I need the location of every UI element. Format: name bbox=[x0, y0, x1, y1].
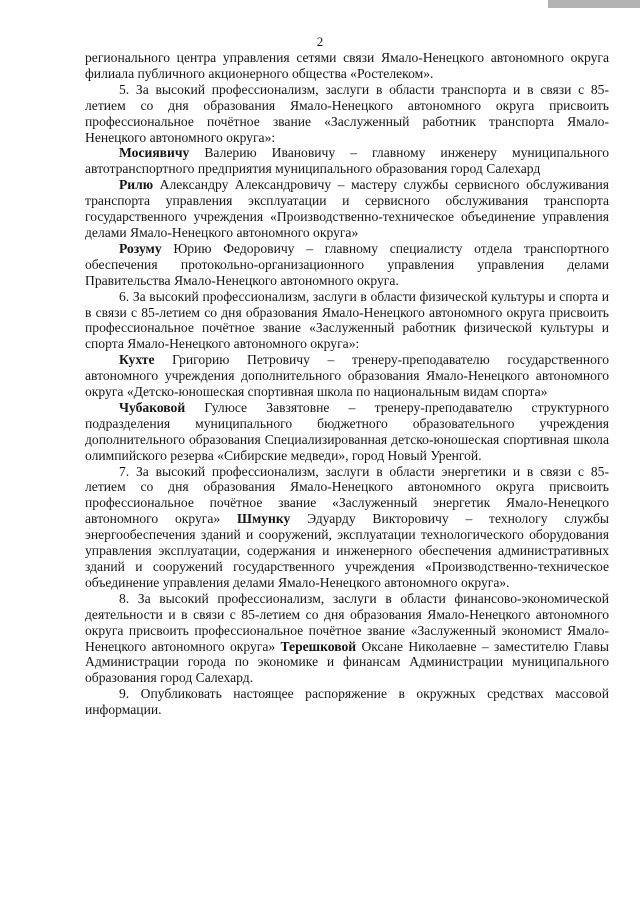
awardee-ril bbox=[85, 177, 609, 241]
awardee-surname: Кухте bbox=[119, 352, 155, 368]
paragraph-text: 7. За высокий профессионализм, заслуги в области энергетики и в связи с 85-летием со дня образования Ямало-Ненецкого автономного округа присвоить профессиональное почётное звание «Заслуженный энергетик Ямало-Ненецкого автономного округа» bbox=[85, 463, 609, 527]
awardee-description: Эдуарду Викторовичу – технологу службы энергообеспечения зданий и сооружений, эксплуатации технологического оборудования управления эксплуатации, содержания и инженерного обеспечения административных зданий и сооружений государственного учреждения «Производственно-техническое объединение управления делами Ямало-Ненецкого автономного округа». bbox=[85, 511, 609, 590]
document-body bbox=[85, 50, 609, 718]
paragraph-text: 5. За высокий профессионализм, заслуги в области транспорта и в связи с 85-летием со дня образования Ямало-Ненецкого автономного округа присвоить профессиональное почётное звание «Заслуженный работник транспорта Ямало-Ненецкого автономного округа»: bbox=[85, 81, 609, 145]
awardee-surname: Терешковой bbox=[280, 638, 357, 654]
paragraph-text: 6. За высокий профессионализм, заслуги в области физической культуры и спорта и в связи с 85-летием со дня образования Ямало-Ненецкого автономного округа присвоить профессиональное почётное звание «Заслуженный работник физической культуры и спорта Ямало-Ненецкого автономного округа»: bbox=[85, 288, 609, 352]
awardee-description: Валерию Ивановичу – главному инженеру муниципального автотранспортного предприятия муниципального образования город Салехард bbox=[85, 145, 609, 177]
awardee-rozum bbox=[85, 241, 609, 289]
scan-corner-mark bbox=[548, 0, 640, 8]
awardee-description: Григорию Петровичу – тренеру-преподавателю государственного автономного учреждения дополнительного образования Ямало-Ненецкого автономного округа «Детско-юношеская спортивная школа по национальным видам спорта» bbox=[85, 352, 609, 400]
paragraph-text: 8. За высокий профессионализм, заслуги в области финансово-экономической деятельности и в связи с 85-летием со дня образования Ямало-Ненецкого автономного округа присвоить профессиональное почётное звание «Заслуженный экономист Ямало-Ненецкого автономного округа» bbox=[85, 590, 609, 654]
awardee-mosiyavich bbox=[85, 145, 609, 177]
paragraph-continuation bbox=[85, 50, 609, 82]
awardee-chubakova bbox=[85, 400, 609, 464]
awardee-surname: Шмунку bbox=[237, 511, 291, 527]
paragraph-item-8 bbox=[85, 591, 609, 686]
awardee-description: Александру Александровичу – мастеру службы сервисного обслуживания транспорта управления эксплуатации и сервисного обслуживания транспорта государственного учреждения «Производственно-техническое объединение управления делами Ямало-Ненецкого автономного округа» bbox=[85, 177, 609, 240]
awardee-description: Гулюсе Завзятовне – тренеру-преподавателю структурного подразделения муниципального бюджетного образовательного учреждения дополнительного образования Специализированная детско-юношеская спортивная школа олимпийского резерва «Сибирские медведи», город Новый Уренгой. bbox=[85, 399, 609, 463]
paragraph-item-6 bbox=[85, 289, 609, 353]
paragraph-text: регионального центра управления сетями связи Ямало-Ненецкого автономного округа филиала публичного акционерного общества «Ростелеком». bbox=[85, 50, 609, 81]
awardee-kukhta bbox=[85, 352, 609, 400]
paragraph-item-7 bbox=[85, 464, 609, 591]
paragraph-item-5 bbox=[85, 82, 609, 146]
awardee-surname: Розуму bbox=[119, 240, 162, 256]
awardee-description: Оксане Николаевне – заместителю Главы Администрации города по экономике и финансам Администрации муниципального образования город Салехард. bbox=[85, 638, 609, 686]
awardee-surname: Чубаковой bbox=[119, 399, 186, 415]
awardee-description: Юрию Федоровичу – главному специалисту отдела транспортного обеспечения протокольно-организационного управления управления делами Правительства Ямало-Ненецкого автономного округа. bbox=[85, 240, 609, 288]
paragraph-item-9 bbox=[85, 686, 609, 718]
awardee-surname: Мосиявичу bbox=[119, 145, 190, 161]
page-number: 2 bbox=[316, 34, 324, 49]
paragraph-text: 9. Опубликовать настоящее распоряжение в окружных средствах массовой информации. bbox=[85, 686, 609, 718]
awardee-surname: Рилю bbox=[119, 177, 154, 193]
